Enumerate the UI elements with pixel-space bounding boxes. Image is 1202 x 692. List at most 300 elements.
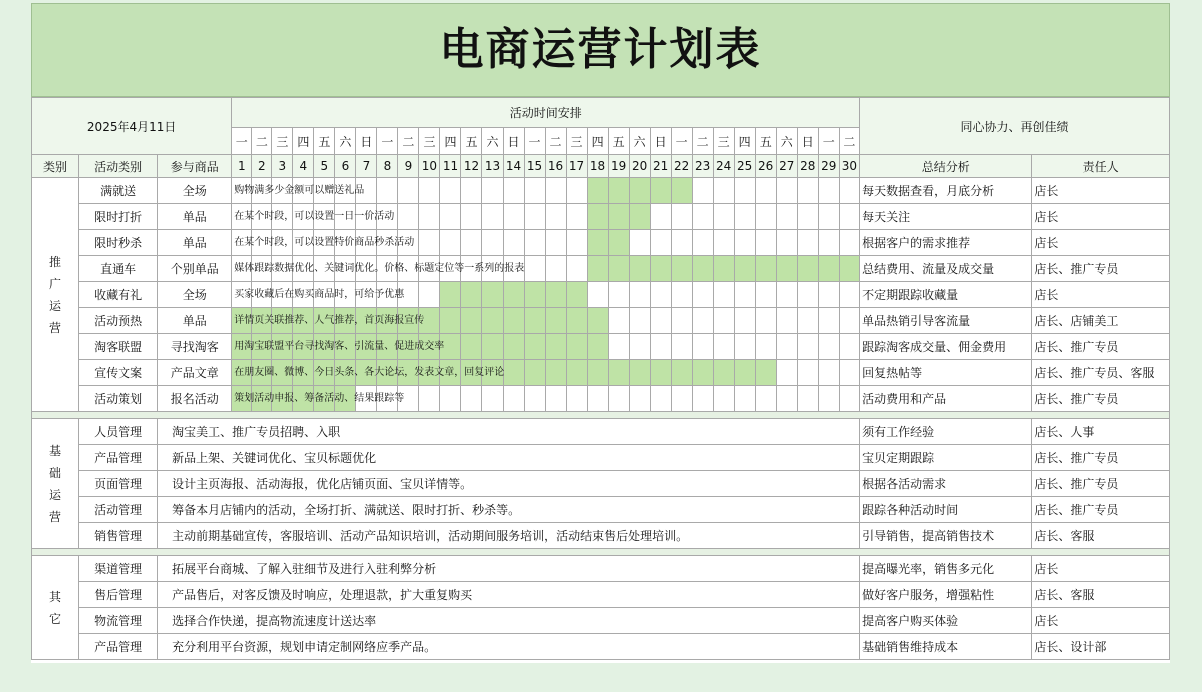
day-number-cell[interactable]: 7 xyxy=(356,155,377,178)
summary-cell[interactable]: 根据客户的需求推荐 xyxy=(860,230,1032,256)
schedule-cell[interactable] xyxy=(587,334,608,360)
owner-cell[interactable]: 店长、店铺美工 xyxy=(1032,308,1170,334)
header-activity[interactable]: 活动类别 xyxy=(79,155,158,178)
schedule-cell[interactable] xyxy=(503,282,524,308)
schedule-cell[interactable] xyxy=(776,282,797,308)
description-cell[interactable]: 淘宝美工、推广专员招聘、入职 xyxy=(158,419,860,445)
schedule-cell[interactable] xyxy=(650,386,671,412)
slogan-cell[interactable]: 同心协力、再创佳绩 xyxy=(860,98,1170,155)
schedule-cell[interactable] xyxy=(503,230,524,256)
schedule-cell[interactable] xyxy=(232,386,405,412)
activity-cell[interactable]: 人员管理 xyxy=(79,419,158,445)
schedule-cell[interactable] xyxy=(650,178,671,204)
schedule-cell[interactable] xyxy=(587,230,608,256)
owner-cell[interactable]: 店长 xyxy=(1032,556,1170,582)
day-number-cell[interactable]: 29 xyxy=(818,155,839,178)
day-number-cell[interactable]: 17 xyxy=(566,155,587,178)
schedule-cell[interactable] xyxy=(524,230,545,256)
schedule-cell[interactable] xyxy=(398,178,419,204)
schedule-cell[interactable] xyxy=(545,256,566,282)
schedule-cell[interactable] xyxy=(608,386,629,412)
schedule-cell[interactable] xyxy=(839,204,859,230)
schedule-cell[interactable] xyxy=(671,204,692,230)
schedule-cell[interactable] xyxy=(692,360,713,386)
weekday-cell[interactable]: 日 xyxy=(356,128,377,155)
schedule-cell[interactable] xyxy=(650,360,671,386)
schedule-cell[interactable] xyxy=(713,230,734,256)
schedule-cell[interactable] xyxy=(524,360,545,386)
schedule-cell[interactable] xyxy=(608,334,629,360)
activity-cell[interactable]: 售后管理 xyxy=(79,582,158,608)
schedule-cell[interactable] xyxy=(650,256,671,282)
schedule-cell[interactable] xyxy=(797,204,818,230)
product-cell[interactable]: 产品文章 xyxy=(158,360,232,386)
weekday-cell[interactable]: 一 xyxy=(232,128,252,155)
schedule-cell[interactable] xyxy=(650,204,671,230)
day-number-cell[interactable]: 1 xyxy=(232,155,252,178)
schedule-cell[interactable] xyxy=(482,308,503,334)
day-number-cell[interactable]: 25 xyxy=(734,155,755,178)
activity-cell[interactable]: 活动管理 xyxy=(79,497,158,523)
schedule-cell[interactable] xyxy=(629,308,650,334)
owner-cell[interactable]: 店长 xyxy=(1032,608,1170,634)
day-number-cell[interactable]: 5 xyxy=(314,155,335,178)
activity-cell[interactable]: 产品管理 xyxy=(79,634,158,660)
header-category[interactable]: 类别 xyxy=(32,155,79,178)
schedule-cell[interactable] xyxy=(545,334,566,360)
schedule-cell[interactable] xyxy=(671,308,692,334)
schedule-cell[interactable] xyxy=(482,386,503,412)
description-cell[interactable]: 选择合作快递，提高物流速度计送达率 xyxy=(158,608,860,634)
owner-cell[interactable]: 店长、推广专员 xyxy=(1032,445,1170,471)
product-cell[interactable]: 报名活动 xyxy=(158,386,232,412)
product-cell[interactable]: 全场 xyxy=(158,282,232,308)
schedule-cell[interactable] xyxy=(545,178,566,204)
schedule-cell[interactable] xyxy=(650,308,671,334)
schedule-cell[interactable] xyxy=(671,386,692,412)
schedule-cell[interactable] xyxy=(818,360,839,386)
description-cell[interactable]: 筹备本月店铺内的活动，全场打折、满就送、限时打折、秒杀等。 xyxy=(158,497,860,523)
activity-cell[interactable]: 活动策划 xyxy=(79,386,158,412)
schedule-cell[interactable] xyxy=(755,334,776,360)
schedule-cell[interactable] xyxy=(734,386,755,412)
schedule-cell[interactable] xyxy=(461,386,482,412)
schedule-cell[interactable] xyxy=(608,256,629,282)
weekday-cell[interactable]: 一 xyxy=(818,128,839,155)
schedule-cell[interactable] xyxy=(671,256,692,282)
summary-cell[interactable]: 单品热销引导客流量 xyxy=(860,308,1032,334)
weekday-cell[interactable]: 五 xyxy=(461,128,482,155)
schedule-cell[interactable] xyxy=(503,360,524,386)
day-number-cell[interactable]: 11 xyxy=(440,155,461,178)
schedule-cell[interactable] xyxy=(797,334,818,360)
day-number-cell[interactable]: 24 xyxy=(713,155,734,178)
weekday-cell[interactable]: 一 xyxy=(671,128,692,155)
schedule-cell[interactable] xyxy=(545,282,566,308)
schedule-cell[interactable] xyxy=(797,230,818,256)
schedule-cell[interactable] xyxy=(566,386,587,412)
schedule-cell[interactable] xyxy=(818,178,839,204)
weekday-cell[interactable]: 二 xyxy=(545,128,566,155)
schedule-cell[interactable] xyxy=(797,256,818,282)
schedule-cell[interactable] xyxy=(629,282,650,308)
description-cell[interactable]: 产品售后，对客反馈及时响应，处理退款，扩大重复购买 xyxy=(158,582,860,608)
schedule-cell[interactable] xyxy=(713,308,734,334)
schedule-cell[interactable] xyxy=(797,386,818,412)
owner-cell[interactable]: 店长、推广专员 xyxy=(1032,256,1170,282)
weekday-cell[interactable]: 一 xyxy=(524,128,545,155)
schedule-cell[interactable] xyxy=(440,178,461,204)
description-cell[interactable]: 新品上架、关键词优化、宝贝标题优化 xyxy=(158,445,860,471)
activity-cell[interactable]: 直通车 xyxy=(79,256,158,282)
schedule-cell[interactable] xyxy=(713,282,734,308)
schedule-cell[interactable] xyxy=(818,282,839,308)
weekday-cell[interactable]: 日 xyxy=(797,128,818,155)
weekday-cell[interactable]: 五 xyxy=(314,128,335,155)
schedule-cell[interactable] xyxy=(671,230,692,256)
schedule-cell[interactable] xyxy=(566,178,587,204)
weekday-cell[interactable]: 三 xyxy=(272,128,293,155)
schedule-cell[interactable] xyxy=(692,178,713,204)
schedule-cell[interactable] xyxy=(608,178,629,204)
owner-cell[interactable]: 店长 xyxy=(1032,204,1170,230)
activity-cell[interactable]: 物流管理 xyxy=(79,608,158,634)
owner-cell[interactable]: 店长、客服 xyxy=(1032,523,1170,549)
schedule-cell[interactable] xyxy=(755,308,776,334)
schedule-cell[interactable] xyxy=(503,178,524,204)
schedule-cell[interactable] xyxy=(545,386,566,412)
schedule-cell[interactable] xyxy=(566,230,587,256)
weekday-cell[interactable]: 四 xyxy=(587,128,608,155)
day-number-cell[interactable]: 6 xyxy=(335,155,356,178)
schedule-cell[interactable] xyxy=(692,230,713,256)
weekday-cell[interactable]: 四 xyxy=(734,128,755,155)
activity-cell[interactable]: 宣传文案 xyxy=(79,360,158,386)
day-number-cell[interactable]: 4 xyxy=(293,155,314,178)
schedule-cell[interactable] xyxy=(734,360,755,386)
summary-cell[interactable]: 须有工作经验 xyxy=(860,419,1032,445)
schedule-cell[interactable] xyxy=(587,308,608,334)
summary-cell[interactable]: 宝贝定期跟踪 xyxy=(860,445,1032,471)
schedule-cell[interactable] xyxy=(545,230,566,256)
schedule-cell[interactable] xyxy=(734,178,755,204)
schedule-cell[interactable] xyxy=(503,308,524,334)
weekday-cell[interactable]: 三 xyxy=(566,128,587,155)
schedule-cell[interactable] xyxy=(734,256,755,282)
summary-cell[interactable]: 活动费用和产品 xyxy=(860,386,1032,412)
product-cell[interactable]: 单品 xyxy=(158,308,232,334)
product-cell[interactable]: 单品 xyxy=(158,230,232,256)
schedule-cell[interactable] xyxy=(503,334,524,360)
category-other[interactable]: 其 它 xyxy=(32,556,79,660)
schedule-cell[interactable] xyxy=(545,360,566,386)
schedule-cell[interactable] xyxy=(524,308,545,334)
schedule-cell[interactable] xyxy=(755,230,776,256)
weekday-cell[interactable]: 三 xyxy=(419,128,440,155)
weekday-cell[interactable]: 二 xyxy=(839,128,859,155)
summary-cell[interactable]: 每天关注 xyxy=(860,204,1032,230)
schedule-cell[interactable] xyxy=(587,386,608,412)
weekday-cell[interactable]: 六 xyxy=(482,128,503,155)
summary-cell[interactable]: 基础销售维持成本 xyxy=(860,634,1032,660)
schedule-cell[interactable] xyxy=(839,256,859,282)
schedule-cell[interactable] xyxy=(692,334,713,360)
schedule-cell[interactable] xyxy=(566,204,587,230)
schedule-cell[interactable] xyxy=(776,178,797,204)
schedule-cell[interactable] xyxy=(839,282,859,308)
schedule-cell[interactable] xyxy=(713,256,734,282)
day-number-cell[interactable]: 3 xyxy=(272,155,293,178)
schedule-cell[interactable] xyxy=(797,360,818,386)
weekday-cell[interactable]: 六 xyxy=(335,128,356,155)
schedule-cell[interactable] xyxy=(587,204,608,230)
summary-cell[interactable]: 根据各活动需求 xyxy=(860,471,1032,497)
day-number-cell[interactable]: 18 xyxy=(587,155,608,178)
schedule-cell[interactable] xyxy=(419,282,440,308)
day-number-cell[interactable]: 27 xyxy=(776,155,797,178)
owner-cell[interactable]: 店长、推广专员、客服 xyxy=(1032,360,1170,386)
weekday-cell[interactable]: 二 xyxy=(692,128,713,155)
schedule-cell[interactable] xyxy=(776,308,797,334)
day-number-cell[interactable]: 13 xyxy=(482,155,503,178)
schedule-cell[interactable] xyxy=(608,230,629,256)
summary-cell[interactable]: 总结费用、流量及成交量 xyxy=(860,256,1032,282)
schedule-cell[interactable] xyxy=(818,334,839,360)
schedule-cell[interactable] xyxy=(608,308,629,334)
schedule-cell[interactable] xyxy=(734,334,755,360)
schedule-cell[interactable] xyxy=(566,360,587,386)
schedule-cell[interactable] xyxy=(440,230,461,256)
category-basic[interactable]: 基 础 运 营 xyxy=(32,419,79,549)
schedule-cell[interactable] xyxy=(734,282,755,308)
weekday-cell[interactable]: 日 xyxy=(650,128,671,155)
schedule-cell[interactable] xyxy=(629,230,650,256)
activity-cell[interactable]: 限时打折 xyxy=(79,204,158,230)
schedule-cell[interactable] xyxy=(503,204,524,230)
schedule-cell[interactable] xyxy=(818,386,839,412)
activity-cell[interactable]: 收藏有礼 xyxy=(79,282,158,308)
weekday-cell[interactable]: 六 xyxy=(629,128,650,155)
schedule-cell[interactable] xyxy=(587,360,608,386)
activity-cell[interactable]: 限时秒杀 xyxy=(79,230,158,256)
schedule-cell[interactable] xyxy=(776,334,797,360)
schedule-cell[interactable] xyxy=(524,334,545,360)
summary-cell[interactable]: 跟踪淘客成交量、佣金费用 xyxy=(860,334,1032,360)
schedule-cell[interactable] xyxy=(377,178,398,204)
schedule-cell[interactable] xyxy=(755,282,776,308)
owner-cell[interactable]: 店长、客服 xyxy=(1032,582,1170,608)
day-number-cell[interactable]: 15 xyxy=(524,155,545,178)
schedule-cell[interactable] xyxy=(419,178,440,204)
schedule-cell[interactable] xyxy=(440,282,461,308)
product-cell[interactable]: 个别单品 xyxy=(158,256,232,282)
category-promotion[interactable]: 推 广 运 营 xyxy=(32,178,79,412)
schedule-cell[interactable] xyxy=(524,204,545,230)
activity-cell[interactable]: 产品管理 xyxy=(79,445,158,471)
product-cell[interactable]: 寻找淘客 xyxy=(158,334,232,360)
schedule-cell[interactable] xyxy=(839,334,859,360)
schedule-cell[interactable] xyxy=(671,334,692,360)
schedule-cell[interactable] xyxy=(692,204,713,230)
schedule-cell[interactable] xyxy=(482,230,503,256)
schedule-cell[interactable] xyxy=(440,204,461,230)
schedule-cell[interactable] xyxy=(524,256,545,282)
schedule-cell[interactable] xyxy=(545,204,566,230)
activity-cell[interactable]: 满就送 xyxy=(79,178,158,204)
schedule-cell[interactable] xyxy=(232,178,365,204)
day-number-cell[interactable]: 21 xyxy=(650,155,671,178)
schedule-cell[interactable] xyxy=(524,178,545,204)
weekday-cell[interactable]: 一 xyxy=(377,128,398,155)
schedule-cell[interactable] xyxy=(671,178,692,204)
schedule-cell[interactable] xyxy=(545,308,566,334)
day-number-cell[interactable]: 22 xyxy=(671,155,692,178)
activity-cell[interactable]: 销售管理 xyxy=(79,523,158,549)
schedule-cell[interactable] xyxy=(587,256,608,282)
schedule-cell[interactable] xyxy=(629,386,650,412)
schedule-cell[interactable] xyxy=(713,360,734,386)
schedule-cell[interactable] xyxy=(713,204,734,230)
schedule-cell[interactable] xyxy=(482,178,503,204)
weekday-cell[interactable]: 四 xyxy=(440,128,461,155)
schedule-cell[interactable] xyxy=(608,360,629,386)
schedule-cell[interactable] xyxy=(482,334,503,360)
schedule-cell[interactable] xyxy=(629,360,650,386)
day-number-cell[interactable]: 8 xyxy=(377,155,398,178)
schedule-cell[interactable] xyxy=(419,230,440,256)
schedule-cell[interactable] xyxy=(839,308,859,334)
schedule-cell[interactable] xyxy=(566,308,587,334)
weekday-cell[interactable]: 日 xyxy=(503,128,524,155)
schedule-cell[interactable] xyxy=(232,334,445,360)
day-number-cell[interactable]: 16 xyxy=(545,155,566,178)
schedule-cell[interactable] xyxy=(398,204,419,230)
product-cell[interactable]: 全场 xyxy=(158,178,232,204)
owner-cell[interactable]: 店长 xyxy=(1032,282,1170,308)
schedule-cell[interactable] xyxy=(776,360,797,386)
activity-cell[interactable]: 淘客联盟 xyxy=(79,334,158,360)
schedule-cell[interactable] xyxy=(839,178,859,204)
schedule-cell[interactable] xyxy=(839,386,859,412)
schedule-cell[interactable] xyxy=(671,360,692,386)
schedule-cell[interactable] xyxy=(755,178,776,204)
summary-cell[interactable]: 不定期跟踪收藏量 xyxy=(860,282,1032,308)
summary-cell[interactable]: 每天数据查看，月底分析 xyxy=(860,178,1032,204)
schedule-cell[interactable] xyxy=(692,308,713,334)
schedule-cell[interactable] xyxy=(587,282,608,308)
schedule-cell[interactable] xyxy=(461,204,482,230)
schedule-cell[interactable] xyxy=(734,204,755,230)
day-number-cell[interactable]: 19 xyxy=(608,155,629,178)
schedule-cell[interactable] xyxy=(839,360,859,386)
activity-cell[interactable]: 页面管理 xyxy=(79,471,158,497)
summary-cell[interactable]: 做好客户服务，增强粘性 xyxy=(860,582,1032,608)
activity-cell[interactable]: 活动预热 xyxy=(79,308,158,334)
schedule-cell[interactable] xyxy=(713,386,734,412)
schedule-cell[interactable] xyxy=(419,204,440,230)
schedule-cell[interactable] xyxy=(692,282,713,308)
schedule-cell[interactable] xyxy=(232,282,405,308)
schedule-cell[interactable] xyxy=(776,204,797,230)
header-owner[interactable]: 责任人 xyxy=(1032,155,1170,178)
schedule-cell[interactable] xyxy=(797,282,818,308)
schedule-cell[interactable] xyxy=(461,178,482,204)
owner-cell[interactable]: 店长、推广专员 xyxy=(1032,386,1170,412)
schedule-cell[interactable] xyxy=(797,178,818,204)
schedule-cell[interactable] xyxy=(776,386,797,412)
schedule-cell[interactable] xyxy=(419,386,440,412)
schedule-cell[interactable] xyxy=(692,386,713,412)
weekday-cell[interactable]: 四 xyxy=(293,128,314,155)
schedule-cell[interactable] xyxy=(440,386,461,412)
day-number-cell[interactable]: 30 xyxy=(839,155,859,178)
schedule-cell[interactable] xyxy=(587,178,608,204)
summary-cell[interactable]: 提高曝光率，销售多元化 xyxy=(860,556,1032,582)
day-number-cell[interactable]: 23 xyxy=(692,155,713,178)
schedule-cell[interactable] xyxy=(461,334,482,360)
day-number-cell[interactable]: 26 xyxy=(755,155,776,178)
day-number-cell[interactable]: 12 xyxy=(461,155,482,178)
activity-cell[interactable]: 渠道管理 xyxy=(79,556,158,582)
schedule-cell[interactable] xyxy=(461,282,482,308)
day-number-cell[interactable]: 20 xyxy=(629,155,650,178)
schedule-cell[interactable] xyxy=(776,230,797,256)
schedule-cell[interactable] xyxy=(232,308,425,334)
schedule-cell[interactable] xyxy=(608,282,629,308)
weekday-cell[interactable]: 六 xyxy=(776,128,797,155)
schedule-cell[interactable] xyxy=(629,256,650,282)
owner-cell[interactable]: 店长 xyxy=(1032,230,1170,256)
schedule-cell[interactable] xyxy=(650,230,671,256)
schedule-cell[interactable] xyxy=(482,282,503,308)
schedule-cell[interactable] xyxy=(734,308,755,334)
schedule-cell[interactable] xyxy=(839,230,859,256)
owner-cell[interactable]: 店长、推广专员 xyxy=(1032,334,1170,360)
schedule-cell[interactable] xyxy=(461,308,482,334)
product-cell[interactable]: 单品 xyxy=(158,204,232,230)
owner-cell[interactable]: 店长、人事 xyxy=(1032,419,1170,445)
schedule-cell[interactable] xyxy=(566,256,587,282)
schedule-cell[interactable] xyxy=(524,282,545,308)
day-number-cell[interactable]: 9 xyxy=(398,155,419,178)
schedule-cell[interactable] xyxy=(755,386,776,412)
weekday-cell[interactable]: 二 xyxy=(398,128,419,155)
description-cell[interactable]: 拓展平台商城、了解入驻细节及进行入驻利弊分析 xyxy=(158,556,860,582)
schedule-cell[interactable] xyxy=(776,256,797,282)
schedule-cell[interactable] xyxy=(692,256,713,282)
day-number-cell[interactable]: 2 xyxy=(252,155,272,178)
day-number-cell[interactable]: 28 xyxy=(797,155,818,178)
schedule-cell[interactable] xyxy=(755,360,776,386)
schedule-cell[interactable] xyxy=(629,178,650,204)
weekday-cell[interactable]: 二 xyxy=(252,128,272,155)
schedule-cell[interactable] xyxy=(232,204,395,230)
schedule-cell[interactable] xyxy=(503,386,524,412)
schedule-cell[interactable] xyxy=(713,334,734,360)
schedule-cell[interactable] xyxy=(734,230,755,256)
schedule-cell[interactable] xyxy=(755,256,776,282)
schedule-cell[interactable] xyxy=(818,256,839,282)
schedule-cell[interactable] xyxy=(713,178,734,204)
summary-cell[interactable]: 提高客户购买体验 xyxy=(860,608,1032,634)
schedule-cell[interactable] xyxy=(608,204,629,230)
owner-cell[interactable]: 店长 xyxy=(1032,178,1170,204)
description-cell[interactable]: 主动前期基础宣传，客服培训、活动产品知识培训，活动期间服务培训，活动结束售后处理培训。 xyxy=(158,523,860,549)
weekday-cell[interactable]: 五 xyxy=(755,128,776,155)
schedule-cell[interactable] xyxy=(566,282,587,308)
schedule-cell[interactable] xyxy=(650,334,671,360)
schedule-cell[interactable] xyxy=(818,230,839,256)
